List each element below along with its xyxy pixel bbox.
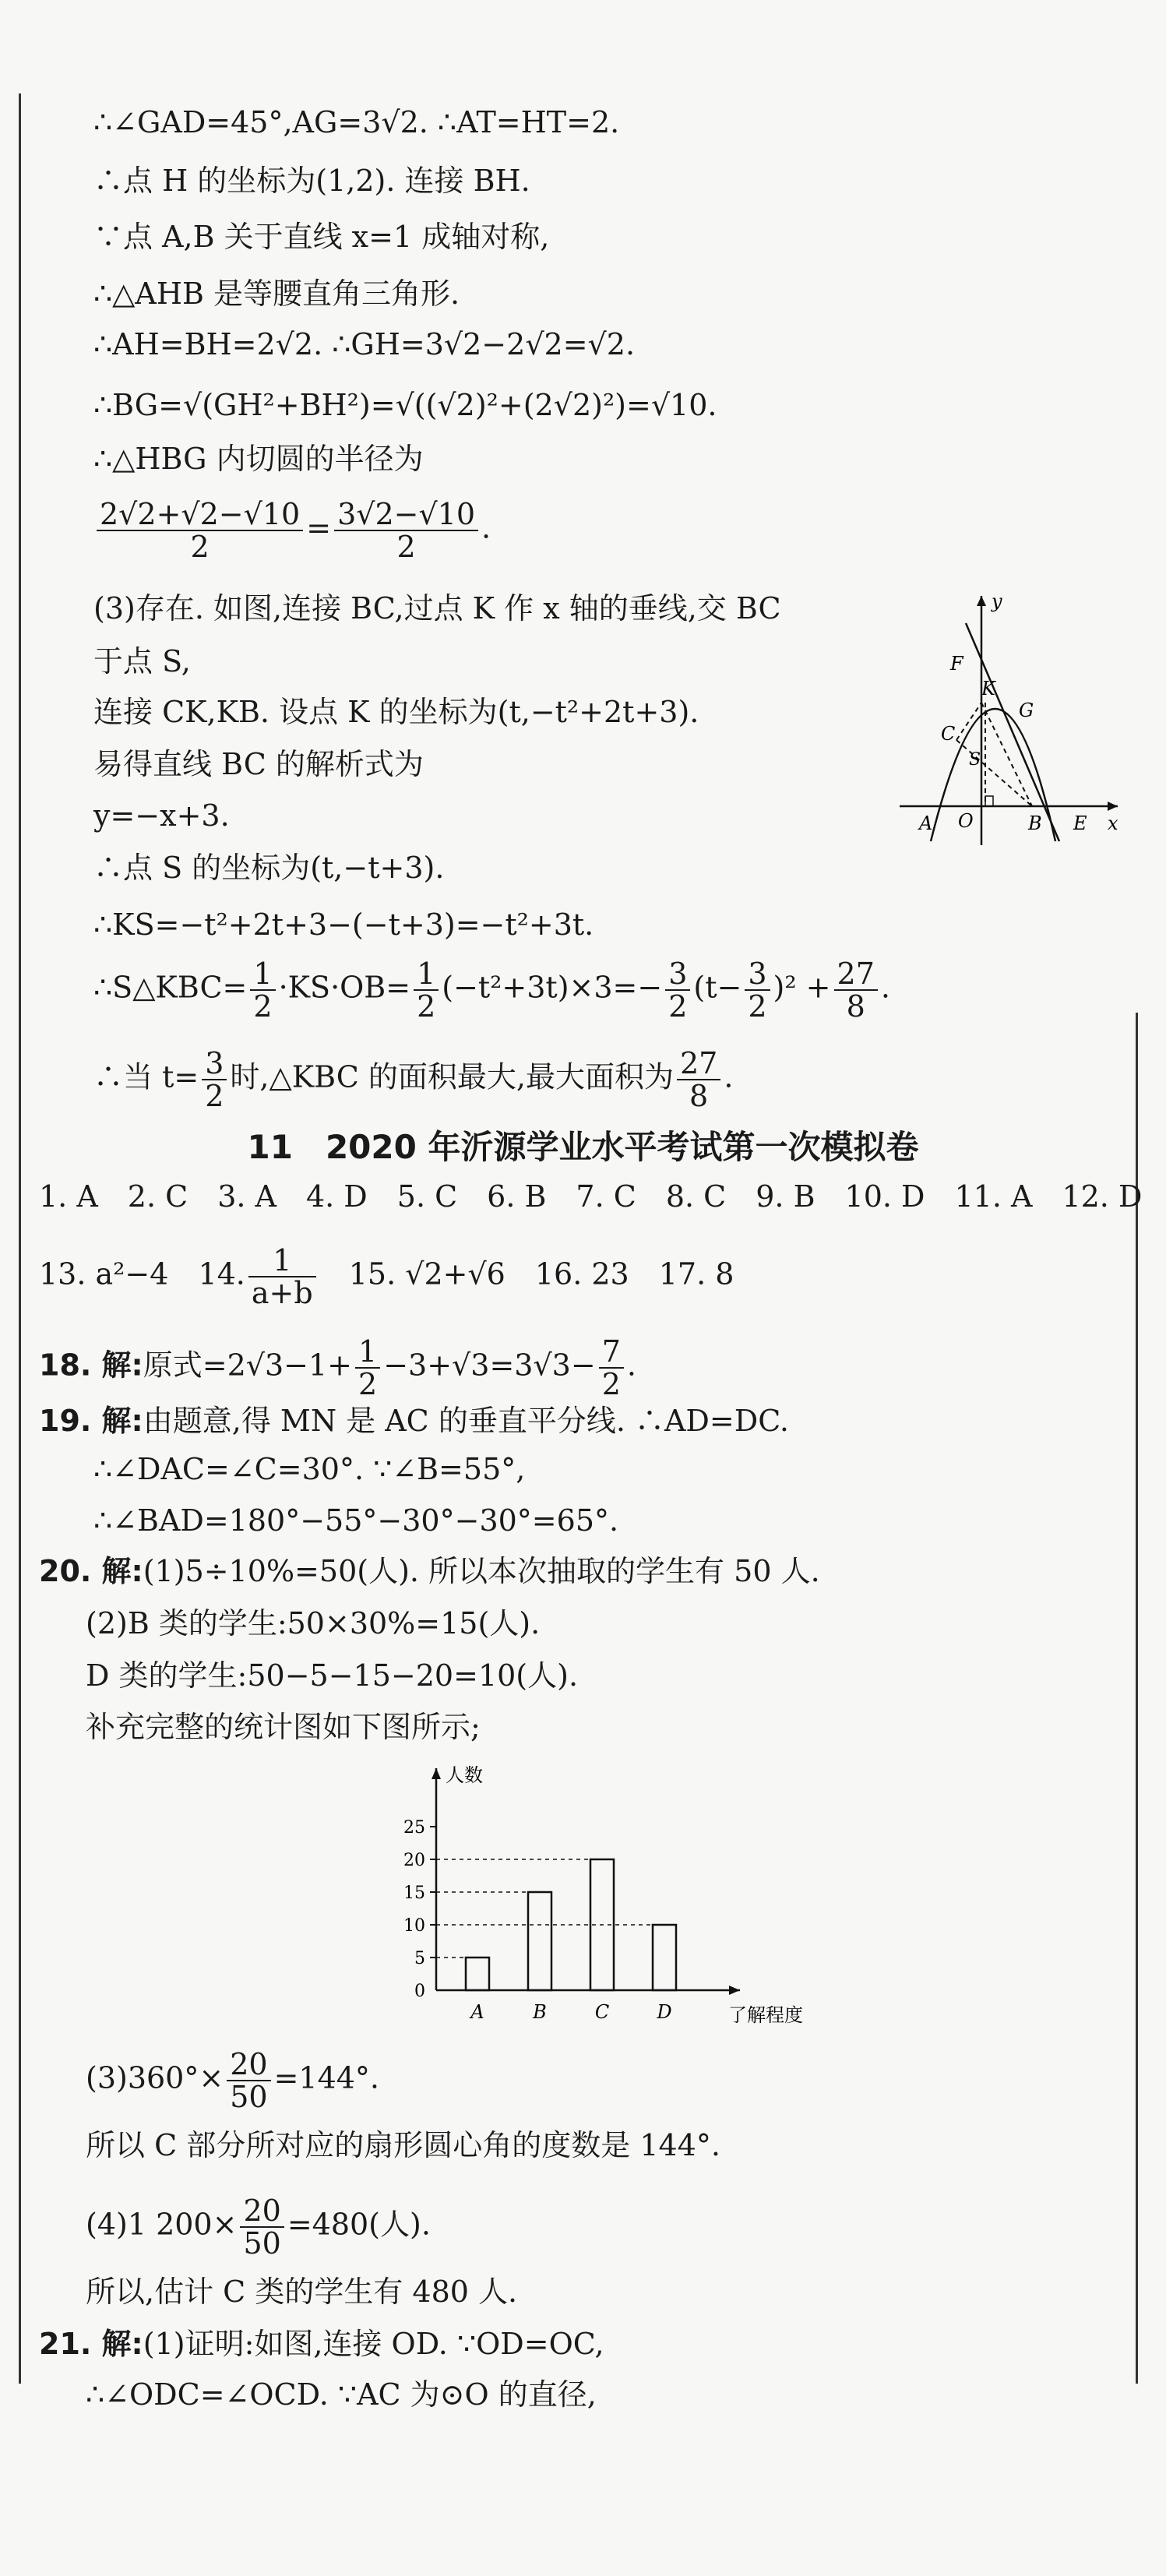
chart-category-label: A	[470, 2001, 484, 2023]
solution-line: ∴KS=−t²+2t+3−(−t+3)=−t²+3t.	[93, 907, 594, 942]
right-margin-rule	[1136, 1013, 1138, 2384]
choice-answers: 1. A 2. C 3. A 4. D 5. C 6. B 7. C 8. C 9. B 10. D 11. A 12. D	[39, 1179, 1143, 1214]
x-axis-arrow	[1108, 802, 1118, 811]
solution-line: ∵点 A,B 关于直线 x=1 成轴对称,	[93, 220, 550, 254]
chart-y-tick-label: 0	[414, 1982, 425, 2001]
chart-bar	[528, 1892, 551, 1990]
solution-line: ∴点 S 的坐标为(t,−t+3).	[93, 851, 445, 885]
solution-line: D 类的学生:50−5−15−20=10(人).	[86, 1658, 579, 1693]
bar-chart	[374, 1757, 810, 2033]
solution-line: ∴AH=BH=2√2. ∴GH=3√2−2√2=√2.	[93, 327, 636, 361]
solution-line: 所以 C 部分所对应的扇形圆心角的度数是 144°.	[86, 2128, 720, 2162]
q18-answer: 18. 解:原式=2√3−1+ $\frac{1}{2}$ −3+√3=3√3− $\frac{7}{2}$ .	[39, 1334, 636, 1401]
left-margin-rule	[19, 93, 21, 2384]
solution-line: 易得直线 BC 的解析式为	[93, 747, 424, 781]
label-b: B	[1028, 812, 1042, 834]
chart-category-label: B	[533, 2001, 547, 2023]
label-y: y	[992, 592, 1002, 612]
solution-line: ∴△HBG 内切圆的半径为	[93, 442, 424, 476]
label-s: S	[969, 750, 981, 770]
label-k: K	[981, 678, 995, 700]
solution-line: ∴∠GAD=45°,AG=3√2. ∴AT=HT=2.	[93, 105, 620, 139]
chart-y-tick-label: 15	[403, 1884, 425, 1903]
q20-answer: 20. 解:(1)5÷10%=50(人). 所以本次抽取的学生有 50 人.	[39, 1554, 820, 1588]
chart-bar	[466, 1958, 489, 1990]
q19-answer: 19. 解:由题意,得 MN 是 AC 的垂直平分线. ∴AD=DC.	[39, 1404, 789, 1438]
label-e: E	[1073, 812, 1087, 834]
chart-y-tick-label: 20	[403, 1851, 425, 1870]
inradius-formula: $\frac{2√2+√2-√10}{2}$ = $\frac{3√2-√10}{2}$ .	[93, 499, 491, 562]
solution-line: ∴BG=√(GH²+BH²)=√((√2)²+(2√2)²)=√10.	[93, 388, 717, 422]
solution-line: y=−x+3.	[93, 798, 230, 833]
right-angle-mark	[985, 796, 993, 806]
q20-part3: (3)360°× $\frac{20}{50}$ =144°.	[86, 2047, 380, 2114]
solution-line: ∴△AHB 是等腰直角三角形.	[93, 277, 460, 311]
label-g: G	[1019, 700, 1034, 721]
chart-x-arrow	[729, 1986, 740, 1995]
solution-line: 所以,估计 C 类的学生有 480 人.	[86, 2275, 518, 2309]
solution-line: ∴点 H 的坐标为(1,2). 连接 BH.	[93, 164, 530, 198]
label-f: F	[950, 653, 963, 675]
solution-line: ∴∠BAD=180°−55°−30°−30°=65°.	[93, 1503, 619, 1538]
chart-y-tick-label: 5	[414, 1949, 425, 1968]
chart-y-arrow	[432, 1768, 441, 1779]
chart-y-tick-label: 10	[403, 1916, 425, 1936]
section-title: 11 2020 年沂源学业水平考试第一次模拟卷	[247, 1128, 919, 1166]
parabola-figure	[896, 592, 1122, 849]
fill-answers: 13. a²−4 14. $\frac{1}{a+b}$ 15. √2+√6 16. 23 17. 8	[39, 1243, 734, 1310]
label-a: A	[919, 812, 933, 834]
chart-x-label: 了解程度	[728, 2004, 803, 2026]
chart-category-label: C	[594, 2001, 610, 2023]
chart-category-label: D	[657, 2001, 672, 2023]
chart-bar	[653, 1925, 676, 1990]
tangent-line-fe	[966, 623, 1059, 841]
q21-answer: 21. 解:(1)证明:如图,连接 OD. ∵OD=OC,	[39, 2327, 604, 2361]
area-formula: ∴S△KBC= $\frac{1}{2}$ ·KS·OB= $\frac{1}{2}$ (−t²+3t)×3=− $\frac{3}{2}$ (t− $\frac{3}{2}$ )² + $\frac{27}{8}$ .	[93, 957, 890, 1024]
y-axis-arrow	[977, 596, 986, 606]
solution-line: 连接 CK,KB. 设点 K 的坐标为(t,−t²+2t+3).	[93, 695, 699, 729]
max-area-line: ∴当 t= $\frac{3}{2}$ 时,△KBC 的面积最大,最大面积为 $\frac{27}{8}$ .	[93, 1046, 734, 1113]
label-c: C	[941, 723, 956, 745]
label-o: O	[958, 810, 974, 832]
solution-line: ∴∠DAC=∠C=30°. ∵∠B=55°,	[93, 1452, 526, 1486]
q20-part4: (4)1 200× $\frac{20}{50}$ =480(人).	[86, 2194, 431, 2261]
label-x: x	[1108, 812, 1118, 834]
segment-ck	[956, 703, 981, 740]
solution-line: 于点 S,	[93, 644, 191, 678]
chart-y-tick-label: 25	[403, 1818, 425, 1838]
solution-line: 补充完整的统计图如下图所示;	[86, 1710, 481, 1744]
solution-line: (3)存在. 如图,连接 BC,过点 K 作 x 轴的垂线,交 BC	[93, 591, 781, 625]
chart-y-label: 人数	[446, 1764, 483, 1786]
solution-line: (2)B 类的学生:50×30%=15(人).	[86, 1606, 541, 1640]
solution-line: ∴∠ODC=∠OCD. ∵AC 为⊙O 的直径,	[86, 2377, 597, 2412]
